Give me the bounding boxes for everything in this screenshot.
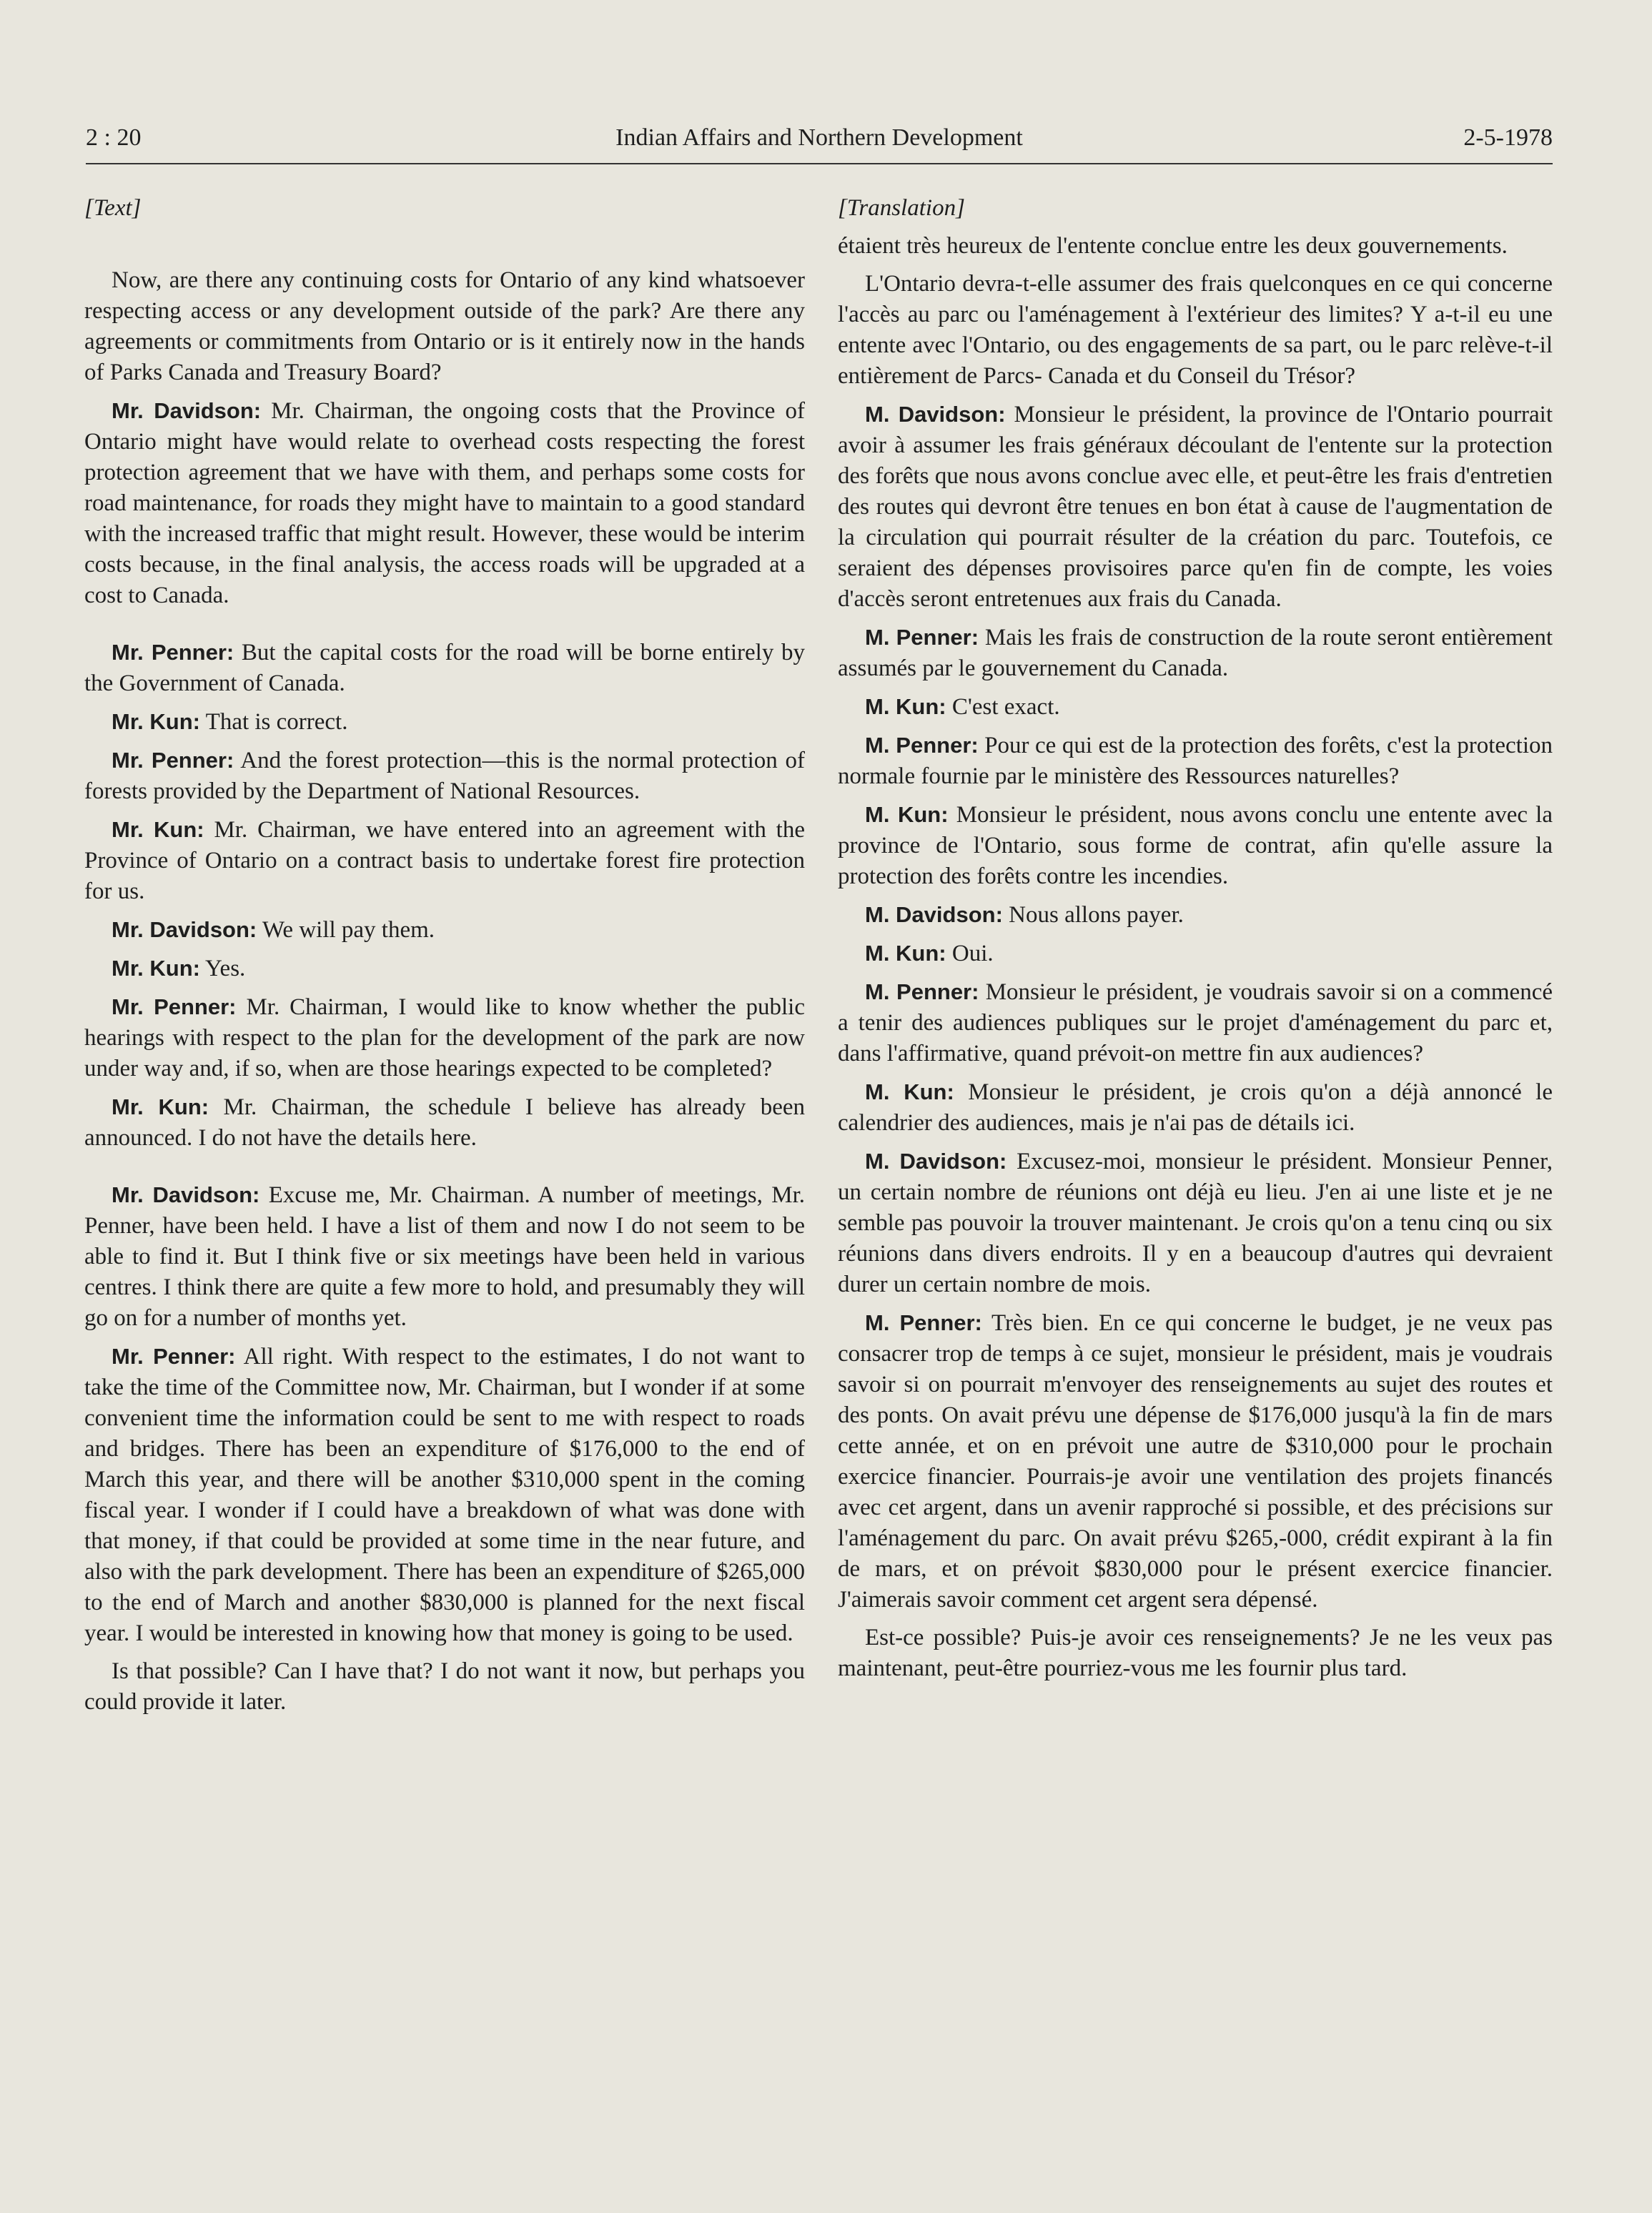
page-header [86,120,1553,164]
speaker-name: M. Penner: [865,979,979,1004]
speaker-name: M. Kun: [865,941,946,966]
paragraph: M. Penner: Pour ce qui est de la protection des forêts, c'est la protection normale fournie par le ministère des Ressources naturelles? [838,733,1553,789]
paragraph: Mr. Penner: But the capital costs for the road will be borne entirely by the Government of Canada. [84,640,806,696]
speaker-name: Mr. Kun: [112,956,200,981]
paragraph: M. Kun: Monsieur le président, nous avons conclu une entente avec la province de l'Ontario, sous forme de contrat, afin qu'elle assure la protection des forêts contre les incendies. [838,802,1553,889]
speaker-name: Mr. Penner: [112,1344,236,1369]
paragraph: M. Kun: Oui. [865,941,994,966]
paragraph: Mr. Kun: Mr. Chairman, we have entered into an agreement with the Province of Ontario on a contract basis to undertake forest fire protection for us. [84,817,805,904]
speaker-name: M. Penner: [865,1310,982,1335]
column-label: [Translation] [838,195,965,221]
paragraph: Mr. Penner: Mr. Chairman, I would like to know whether the public hearings with respect to the plan for the development of the park are now under way and, if so, when are those hearings expected to be completed? [84,994,805,1081]
french-column [838,193,1553,1691]
paragraph: M. Davidson: Excusez-moi, monsieur le président. Monsieur Penner, un certain nombre de réunions ont déjà eu lieu. J'en ai une liste et je ne semble pas pouvoir la trouver maintenant. Je crois qu'on a tenu cinq ou six réunions dans divers endroits. Il y en a beaucoup d'autres qui devraient durer un certain nombre de mois. [838,1149,1553,1297]
speaker-name: Mr. Davidson: [112,917,257,942]
paragraph: Mr. Kun: Yes. [112,956,246,981]
paragraph: M. Davidson: Nous allons payer. [865,902,1184,928]
paragraph: Now, are there any continuing costs for Ontario of any kind whatsoever respecting access or any development outside of the park? Are there any agreements or commitments from Ontario or is it entirely now in the hands of Parks Canada and Treasury Board? [84,267,805,385]
english-column [84,193,805,1725]
speaker-name: Mr. Penner: [112,994,237,1019]
column-label: [Text] [84,195,142,221]
speaker-name: Mr. Kun: [112,817,204,842]
paragraph: Mr. Kun: Mr. Chairman, the schedule I believe has already been announced. I do not have the details here. [84,1094,805,1151]
paragraph: Mr. Penner: And the forest protection—this is the normal protection of forests provided by the Department of National Resources. [84,748,805,804]
paragraph: M. Penner: Monsieur le président, je voudrais savoir si on a commencé a tenir des audiences publiques sur le projet d'aménagement du parc et, dans l'affirmative, quand prévoit-on mettre fin aux audiences? [838,979,1553,1066]
speaker-name: Mr. Kun: [112,709,200,734]
paragraph: M. Penner: Très bien. En ce qui concerne le budget, je ne veux pas consacrer trop de temps à ce sujet, monsieur le président, mais je voudrais savoir si on pourrait m'envoyer des renseignements au sujet des routes et des ponts. On avait prévu une dépense de $176,000 jusqu'à la fin de mars cette année, et on en prévoit une autre de $310,000 pour le prochain exercice financier. Pourrais-je avoir une ventilation des projets financés avec cet argent, dans un avenir rapproché si possible, et des précisions sur l'aménagement du parc. On avait prévu $265,-000, crédit expirant à la fin de mars, et on prévoit $830,000 pour le présent exercice financier. J'aimerais savoir comment cet argent sera dépensé. [838,1310,1553,1613]
paragraph: Mr. Penner: All right. With respect to the estimates, I do not want to take the time of the Committee now, Mr. Chairman, but I wonder if at some convenient time the information could be sent to me with respect to roads and bridges. There has been an expenditure of $176,000 to the end of March this year, and there will be another $310,000 spent in the coming fiscal year. I wonder if I could have a breakdown of what was done with that money, if that could be provided at some time in the near future, and also with the park development. There has been an expenditure of $265,000 to the end of March and another $830,000 is planned for the next fiscal year. I would be interested in knowing how that money is going to be used. [84,1344,805,1646]
speaker-name: M. Kun: [865,1079,954,1104]
paragraph: Mr. Davidson: Mr. Chairman, the ongoing costs that the Province of Ontario might have would relate to overhead costs respecting the forest protection agreement that we have with them, and perhaps some costs for road maintenance, for roads they might have to maintain to a good standard with the increased traffic that might result. However, these would be interim costs because, in the final analysis, the access roads will be upgraded at a cost to Canada. [84,398,806,608]
paragraph: Mr. Davidson: We will pay them. [112,917,435,943]
paragraph: M. Penner: Mais les frais de construction de la route seront entièrement assumés par le gouvernement du Canada. [838,625,1553,681]
paragraph: Est-ce possible? Puis-je avoir ces renseignements? Je ne les veux pas maintenant, peut-être pourriez-vous me les fournir plus tard. [838,1625,1553,1681]
page-date: 2-5-1978 [1463,124,1553,151]
speaker-name: M. Kun: [865,802,949,827]
speaker-name: Mr. Davidson: [112,1182,260,1207]
paragraph: Is that possible? Can I have that? I do not want it now, but perhaps you could provide it later. [84,1658,805,1715]
paragraph: M. Davidson: Monsieur le président, la province de l'Ontario pourrait avoir à assumer les frais généraux découlant de l'entente sur la protection des forêts que nous avons conclue avec elle, et peut-être les frais d'entretien des routes qui devront être tenues en bon état à cause de l'augmentation de la circulation qui pourrait résulter de la création du parc. Toutefois, ce seraient des dépenses provisoires parce qu'en fin de compte, les voies d'accès seront entretenues aux frais du Canada. [838,402,1553,612]
page-number: 2 : 20 [86,124,142,151]
paragraph: Mr. Davidson: Excuse me, Mr. Chairman. A number of meetings, Mr. Penner, have been held. I have a list of them and now I do not seem to be able to find it. But I think five or six meetings have been held in various centres. I think there are quite a few more to hold, and presumably they will go on for a number of months yet. [84,1182,805,1331]
paragraph: M. Kun: Monsieur le président, je crois qu'on a déjà annoncé le calendrier des audiences, mais je n'ai pas de détails ici. [838,1079,1553,1136]
speaker-name: Mr. Davidson: [112,398,262,423]
speaker-name: M. Davidson: [865,402,1006,427]
speaker-name: Mr. Penner: [112,748,234,773]
speaker-name: Mr. Kun: [112,1094,209,1119]
speaker-name: M. Penner: [865,733,979,758]
speaker-name: M. Davidson: [865,1149,1007,1174]
paragraph: L'Ontario devra-t-elle assumer des frais quelconques en ce qui concerne l'accès au parc ou l'aménagement à l'extérieur des limites? Y a-t-il eu une entente avec l'Ontario, ou des engagements de sa part, ou le parc relève-t-il entièrement de Parcs- Canada et du Conseil du Trésor? [838,271,1553,389]
speaker-name: Mr. Penner: [112,640,234,665]
publication-title: Indian Affairs and Northern Development [615,124,1023,151]
paragraph: étaient très heureux de l'entente conclue entre les deux gouvernements. [838,233,1508,259]
speaker-name: M. Kun: [865,694,946,719]
speaker-name: M. Davidson: [865,902,1003,927]
paragraph: Mr. Kun: That is correct. [112,709,348,735]
speaker-name: M. Penner: [865,625,979,650]
paragraph: M. Kun: C'est exact. [865,694,1060,720]
